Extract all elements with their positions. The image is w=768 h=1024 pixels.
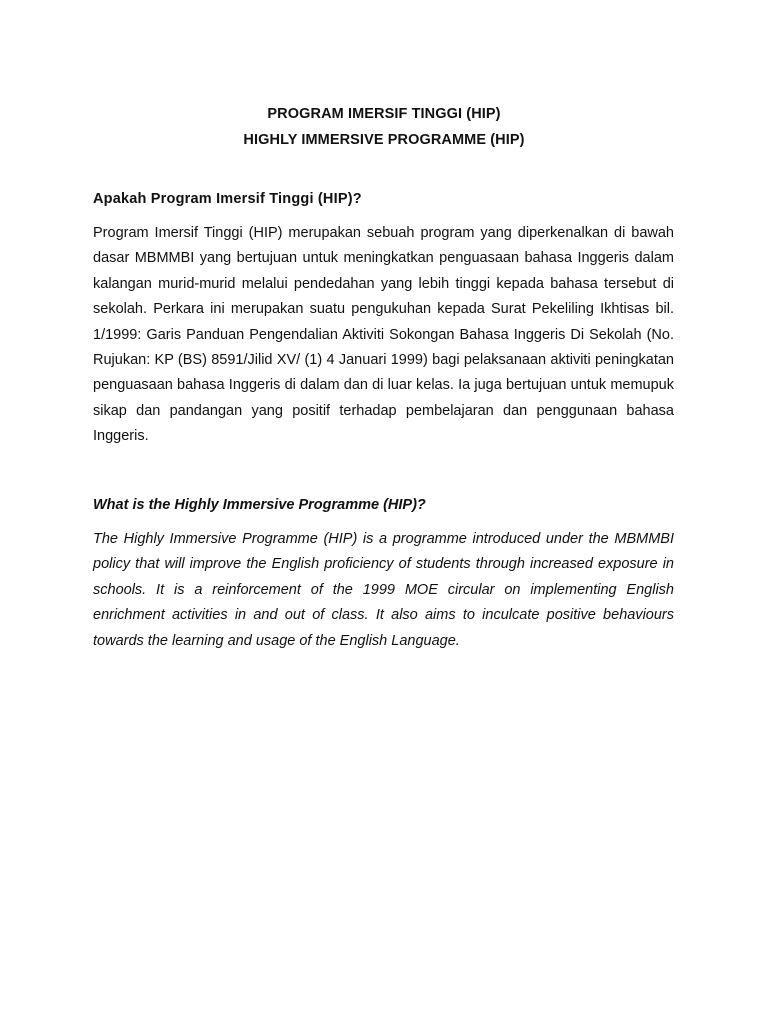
section-heading-english: What is the Highly Immersive Programme (HIP)? [93,497,426,513]
section-paragraph-malay: Program Imersif Tinggi (HIP) merupakan sebuah program yang diperkenalkan di bawah dasar MBMMBI yang bertujuan untuk meningkatkan penguasaan bahasa Inggeris dalam kalangan murid-murid melalui pendedahan yang lebih tinggi kepada bahasa tersebut di sekolah. Perkara ini merupakan suatu pengukuhan kepada Surat Pekeliling Ikhtisas bil. 1/1999: Garis Panduan Pengendalian Aktiviti Sokongan Bahasa Inggeris Di Sekolah (No. Rujukan: KP (BS) 8591/Jilid XV/ (1) 4 Januari 1999) bagi pelaksanaan aktiviti peningkatan penguasaan bahasa Inggeris di dalam dan di luar kelas. Ia juga bertujuan untuk memupuk sikap dan pandangan yang positif terhadap pembelajaran dan penggunaan bahasa Inggeris. [93,225,674,445]
section-paragraph-english: The Highly Immersive Programme (HIP) is a programme introduced under the MBMMBI policy that will improve the English proficiency of students through increased exposure in schools. It is a reinforcement of the 1999 MOE circular on implementing English enrichment activities in and out of class. It also aims to inculcate positive behaviours towards the learning and usage of the English Language. [93,531,674,649]
section-heading-malay: Apakah Program Imersif Tinggi (HIP)? [93,191,362,207]
document-title-malay: PROGRAM IMERSIF TINGGI (HIP) [267,106,501,122]
document-title-english: HIGHLY IMMERSIVE PROGRAMME (HIP) [243,132,525,148]
